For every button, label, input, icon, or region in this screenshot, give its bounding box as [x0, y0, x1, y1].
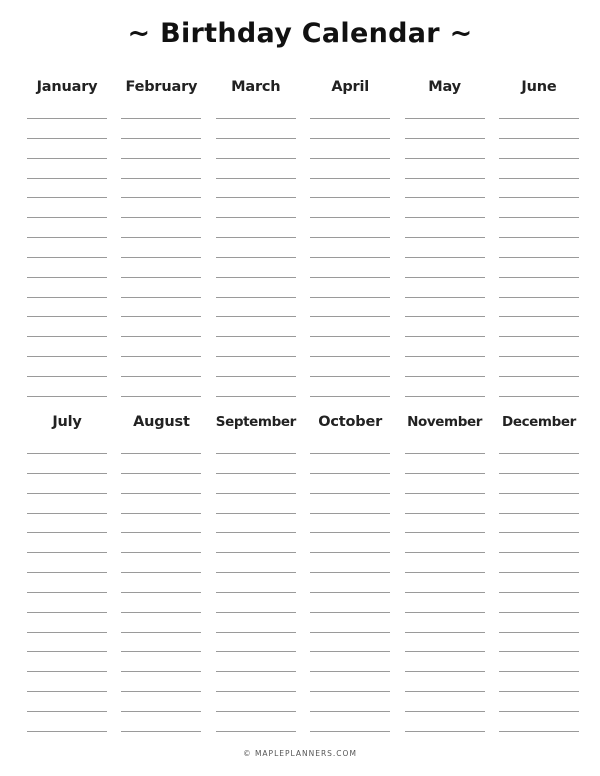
writing-line	[405, 474, 485, 494]
writing-lines	[499, 114, 579, 397]
footer-credit: © MAPLEPLANNERS.COM	[243, 749, 357, 758]
writing-line	[405, 218, 485, 238]
writing-line	[27, 474, 107, 494]
writing-line	[27, 357, 107, 377]
writing-line	[216, 377, 296, 397]
writing-line	[499, 317, 579, 337]
writing-line	[121, 238, 201, 258]
writing-line	[499, 218, 579, 238]
writing-line	[499, 139, 579, 159]
writing-line	[121, 119, 201, 139]
writing-line	[310, 317, 390, 337]
writing-line	[216, 494, 296, 514]
writing-line	[405, 179, 485, 199]
writing-line	[405, 593, 485, 613]
writing-line	[310, 712, 390, 732]
writing-line	[121, 633, 201, 653]
writing-line	[310, 357, 390, 377]
month-label: August	[133, 414, 190, 430]
writing-line	[499, 633, 579, 653]
writing-lines	[216, 114, 296, 397]
month-label: July	[52, 414, 82, 430]
writing-lines	[27, 114, 107, 397]
writing-line	[310, 159, 390, 179]
writing-line	[216, 238, 296, 258]
month-label: June	[521, 79, 557, 95]
writing-line	[499, 494, 579, 514]
writing-line	[405, 633, 485, 653]
writing-line	[27, 593, 107, 613]
month-column-february	[121, 74, 201, 397]
writing-line	[499, 119, 579, 139]
writing-line	[27, 198, 107, 218]
writing-line	[499, 179, 579, 199]
writing-line	[27, 494, 107, 514]
page-title: ~ Birthday Calendar ~	[127, 18, 473, 49]
writing-line	[405, 672, 485, 692]
writing-line	[216, 317, 296, 337]
writing-lines	[310, 114, 390, 397]
writing-line	[27, 377, 107, 397]
writing-line	[121, 179, 201, 199]
writing-line	[310, 218, 390, 238]
writing-line	[405, 198, 485, 218]
writing-line	[499, 613, 579, 633]
writing-line	[405, 377, 485, 397]
writing-line	[216, 553, 296, 573]
writing-line	[310, 593, 390, 613]
writing-line	[310, 514, 390, 534]
writing-line	[27, 553, 107, 573]
month-column-august	[121, 409, 201, 732]
writing-line	[216, 692, 296, 712]
writing-line	[216, 179, 296, 199]
writing-line	[121, 278, 201, 298]
writing-line	[310, 337, 390, 357]
writing-line	[405, 613, 485, 633]
writing-line	[405, 139, 485, 159]
writing-line	[405, 573, 485, 593]
writing-line	[121, 533, 201, 553]
writing-line	[121, 613, 201, 633]
month-column-january	[27, 74, 107, 397]
month-label: January	[36, 79, 98, 95]
writing-line	[27, 139, 107, 159]
writing-line	[499, 337, 579, 357]
writing-line	[405, 553, 485, 573]
months-bottom-row	[27, 409, 579, 732]
writing-line	[499, 593, 579, 613]
writing-line	[405, 258, 485, 278]
writing-line	[405, 494, 485, 514]
writing-line	[499, 198, 579, 218]
writing-line	[27, 258, 107, 278]
writing-line	[216, 258, 296, 278]
month-column-april	[310, 74, 390, 397]
writing-line	[121, 298, 201, 318]
writing-line	[310, 179, 390, 199]
writing-line	[310, 573, 390, 593]
writing-line	[405, 652, 485, 672]
writing-line	[499, 573, 579, 593]
writing-line	[216, 357, 296, 377]
writing-line	[121, 454, 201, 474]
writing-line	[216, 454, 296, 474]
writing-line	[216, 712, 296, 732]
writing-line	[499, 278, 579, 298]
writing-line	[216, 633, 296, 653]
writing-line	[405, 159, 485, 179]
writing-line	[121, 573, 201, 593]
month-label: April	[331, 79, 370, 95]
writing-line	[121, 377, 201, 397]
writing-line	[27, 278, 107, 298]
writing-line	[405, 238, 485, 258]
writing-line	[499, 357, 579, 377]
writing-line	[499, 474, 579, 494]
writing-line	[121, 494, 201, 514]
writing-line	[405, 692, 485, 712]
month-label: November	[407, 414, 482, 430]
writing-line	[27, 218, 107, 238]
month-column-december	[499, 409, 579, 732]
writing-line	[27, 533, 107, 553]
writing-line	[27, 652, 107, 672]
writing-line	[216, 474, 296, 494]
writing-line	[499, 672, 579, 692]
writing-line	[27, 712, 107, 732]
writing-line	[310, 672, 390, 692]
writing-lines	[216, 449, 296, 732]
writing-line	[310, 553, 390, 573]
writing-line	[27, 672, 107, 692]
writing-line	[499, 258, 579, 278]
writing-line	[121, 139, 201, 159]
writing-line	[499, 159, 579, 179]
writing-line	[405, 317, 485, 337]
writing-line	[216, 533, 296, 553]
writing-line	[216, 573, 296, 593]
writing-line	[27, 238, 107, 258]
writing-line	[121, 712, 201, 732]
writing-line	[310, 494, 390, 514]
writing-line	[121, 198, 201, 218]
writing-line	[310, 198, 390, 218]
writing-line	[405, 533, 485, 553]
writing-line	[121, 672, 201, 692]
writing-line	[405, 454, 485, 474]
month-label: March	[231, 79, 281, 95]
writing-lines	[310, 449, 390, 732]
writing-line	[121, 357, 201, 377]
writing-line	[405, 712, 485, 732]
writing-line	[216, 337, 296, 357]
writing-line	[499, 377, 579, 397]
writing-line	[216, 159, 296, 179]
writing-line	[499, 553, 579, 573]
month-column-may	[405, 74, 485, 397]
writing-line	[216, 278, 296, 298]
month-label: December	[502, 414, 576, 430]
writing-line	[405, 278, 485, 298]
writing-line	[121, 337, 201, 357]
writing-line	[216, 593, 296, 613]
writing-line	[216, 218, 296, 238]
writing-line	[121, 218, 201, 238]
writing-line	[499, 454, 579, 474]
writing-line	[405, 337, 485, 357]
writing-line	[27, 119, 107, 139]
writing-lines	[499, 449, 579, 732]
writing-line	[121, 514, 201, 534]
month-label: September	[215, 414, 296, 430]
writing-line	[310, 139, 390, 159]
writing-line	[405, 514, 485, 534]
writing-line	[310, 652, 390, 672]
writing-lines	[405, 449, 485, 732]
writing-line	[121, 553, 201, 573]
writing-line	[121, 593, 201, 613]
writing-line	[27, 298, 107, 318]
writing-line	[121, 159, 201, 179]
writing-line	[27, 573, 107, 593]
writing-line	[27, 179, 107, 199]
writing-line	[310, 533, 390, 553]
writing-line	[499, 652, 579, 672]
month-label: May	[428, 79, 461, 95]
writing-line	[216, 652, 296, 672]
month-label: October	[318, 414, 383, 430]
writing-line	[310, 633, 390, 653]
writing-line	[27, 337, 107, 357]
writing-line	[27, 692, 107, 712]
writing-lines	[121, 449, 201, 732]
month-column-october	[310, 409, 390, 732]
writing-line	[310, 298, 390, 318]
writing-line	[405, 298, 485, 318]
writing-line	[310, 692, 390, 712]
writing-line	[27, 514, 107, 534]
writing-line	[499, 712, 579, 732]
writing-line	[121, 474, 201, 494]
writing-line	[216, 514, 296, 534]
writing-line	[121, 258, 201, 278]
writing-line	[216, 139, 296, 159]
month-column-june	[499, 74, 579, 397]
writing-lines	[27, 449, 107, 732]
writing-line	[121, 692, 201, 712]
writing-line	[310, 238, 390, 258]
writing-line	[310, 613, 390, 633]
month-column-march	[216, 74, 296, 397]
writing-lines	[405, 114, 485, 397]
writing-line	[27, 613, 107, 633]
writing-line	[499, 514, 579, 534]
writing-line	[310, 454, 390, 474]
writing-line	[405, 357, 485, 377]
month-column-september	[216, 409, 296, 732]
writing-line	[216, 298, 296, 318]
writing-line	[499, 298, 579, 318]
writing-line	[216, 672, 296, 692]
writing-line	[27, 454, 107, 474]
writing-line	[499, 238, 579, 258]
writing-line	[310, 377, 390, 397]
months-top-row	[27, 74, 579, 397]
writing-line	[27, 317, 107, 337]
writing-line	[405, 119, 485, 139]
writing-line	[499, 533, 579, 553]
month-column-july	[27, 409, 107, 732]
writing-line	[27, 159, 107, 179]
writing-line	[216, 198, 296, 218]
month-label: February	[125, 79, 198, 95]
writing-line	[310, 278, 390, 298]
writing-line	[121, 317, 201, 337]
writing-line	[499, 692, 579, 712]
writing-line	[310, 474, 390, 494]
writing-lines	[121, 114, 201, 397]
writing-line	[216, 119, 296, 139]
writing-line	[310, 258, 390, 278]
writing-line	[121, 652, 201, 672]
writing-line	[216, 613, 296, 633]
writing-line	[310, 119, 390, 139]
month-column-november	[405, 409, 485, 732]
writing-line	[27, 633, 107, 653]
